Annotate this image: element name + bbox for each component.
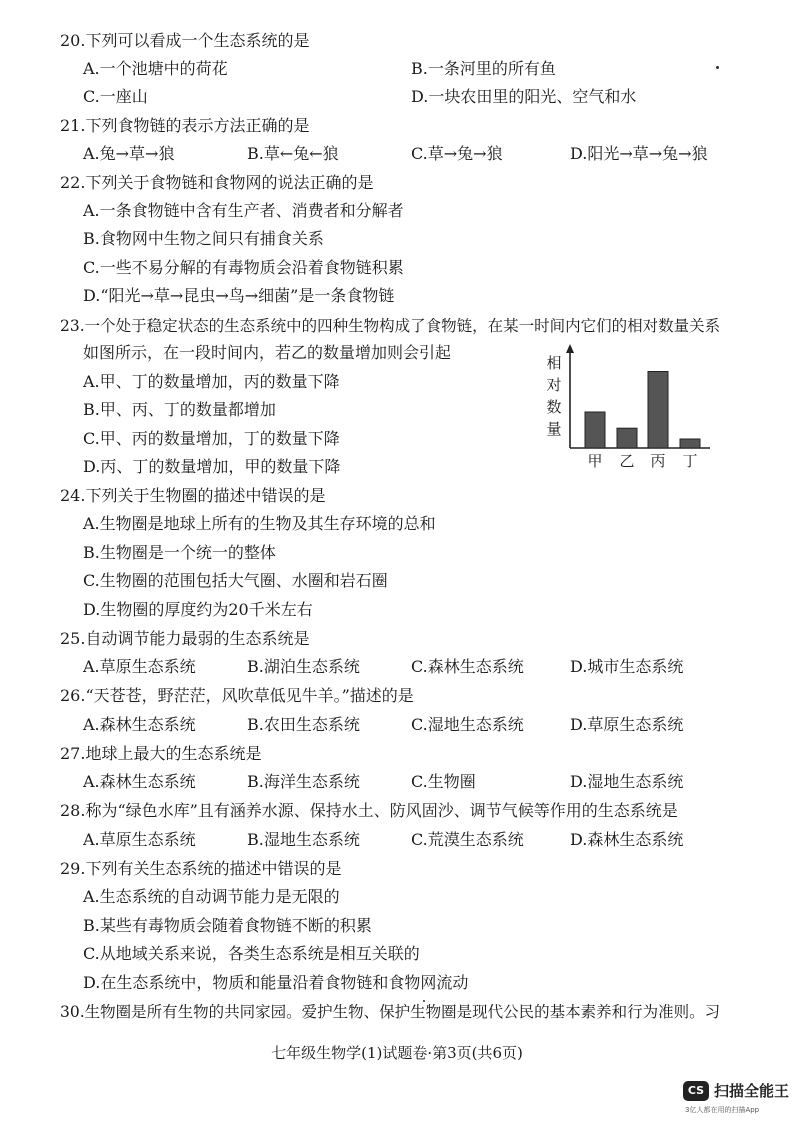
question-28-option-a: A.草原生态系统: [83, 830, 196, 849]
question-20-stem: 20.下列可以看成一个生态系统的是: [60, 31, 310, 50]
question-23-option-c: C.甲、丙的数量增加，丁的数量下降: [83, 429, 340, 448]
question-29-option-c: C.从地域关系来说，各类生态系统是相互关联的: [83, 944, 420, 963]
question-28-option-d: D.森林生态系统: [570, 830, 684, 849]
question-26-option-a: A.森林生态系统: [83, 715, 196, 734]
question-22-option-c: C.一些不易分解的有毒物质会沿着食物链积累: [83, 258, 404, 277]
bar-2: [617, 428, 637, 448]
question-20-option-a: A.一个池塘中的荷花: [83, 59, 228, 78]
question-25-option-d: D.城市生态系统: [570, 657, 684, 676]
y-label-char-4: 量: [546, 420, 562, 438]
question-29-option-d: D.在生态系统中，物质和能量沿着食物链和食物网流动: [83, 973, 469, 992]
question-24-option-b: B.生物圈是一个统一的整体: [83, 543, 276, 562]
question-23-option-a: A.甲、丁的数量增加，丙的数量下降: [83, 372, 340, 391]
question-24-stem: 24.下列关于生物圈的描述中错误的是: [60, 486, 326, 505]
question-26-stem: 26.“天苍苍，野茫茫，风吹草低见牛羊。”描述的是: [60, 686, 414, 705]
question-23-option-d: D.丙、丁的数量增加，甲的数量下降: [83, 457, 341, 476]
scanner-logo-name: 扫描全能王: [714, 1082, 790, 1100]
question-25-option-c: C.森林生态系统: [411, 657, 524, 676]
question-29-option-a: A.生态系统的自动调节能力是无限的: [83, 887, 340, 906]
scanner-logo-badge: CS: [683, 1081, 709, 1101]
question-27-option-c: C.生物圈: [411, 772, 476, 791]
question-22-stem: 22.下列关于食物链和食物网的说法正确的是: [60, 173, 374, 192]
question-21-option-a: A.兔→草→狼: [83, 144, 175, 163]
question-23-stem: 23.一个处于稳定状态的生态系统中的四种生物构成了食物链，在某一时间内它们的相对数量关系: [60, 317, 721, 335]
question-22-option-d: D.“阳光→草→昆虫→鸟→细菌”是一条食物链: [83, 286, 395, 305]
question-21-stem: 21.下列食物链的表示方法正确的是: [60, 116, 310, 135]
question-30-stem: 30.生物圈是所有生物的共同家园。爱护生物、保护生物圈是现代公民的基本素养和行为准则。习: [60, 1003, 721, 1021]
y-axis-arrow: [566, 344, 574, 353]
question-23-stem-continued: 如图所示，在一段时间内，若乙的数量增加则会引起: [83, 343, 452, 362]
y-label-char-3: 数: [546, 398, 562, 416]
question-23-option-b: B.甲、丙、丁的数量都增加: [83, 400, 276, 419]
category-label-2: 乙: [619, 452, 635, 470]
bar-4: [680, 439, 700, 448]
y-label-char-2: 对: [546, 376, 562, 394]
question-24-option-a: A.生物圈是地球上所有的生物及其生存环境的总和: [83, 514, 436, 533]
question-28-option-c: C.荒漠生态系统: [411, 830, 524, 849]
question-24-option-c: C.生物圈的范围包括大气圈、水圈和岩石圈: [83, 571, 388, 590]
question-22-option-b: B.食物网中生物之间只有捕食关系: [83, 229, 324, 248]
question-27-stem: 27.地球上最大的生态系统是: [60, 744, 262, 763]
question-26-option-b: B.农田生态系统: [247, 715, 360, 734]
question-27-option-b: B.海洋生态系统: [247, 772, 360, 791]
category-label-1: 甲: [587, 452, 603, 470]
question-20-option-d: D.一块农田里的阳光、空气和水: [411, 87, 637, 106]
question-28-option-b: B.湿地生态系统: [247, 830, 360, 849]
scan-speck: [423, 1000, 425, 1002]
question-22-option-a: A.一条食物链中含有生产者、消费者和分解者: [83, 201, 404, 220]
question-21-option-c: C.草→兔→狼: [411, 144, 503, 163]
bar-3: [648, 372, 668, 449]
y-axis-label: [546, 354, 561, 438]
question-24-option-d: D.生物圈的厚度约为20千米左右: [83, 600, 313, 619]
question-28-stem: 28.称为“绿色水库”且有涵养水源、保持水土、防风固沙、调节气候等作用的生态系统是: [60, 801, 678, 820]
question-21-option-b: B.草←兔←狼: [247, 144, 339, 163]
scanner-watermark-logo: [683, 1077, 793, 1119]
question-29-option-b: B.某些有毒物质会随着食物链不断的积累: [83, 916, 372, 935]
category-label-4: 丁: [682, 452, 698, 470]
category-label-3: 丙: [650, 452, 666, 470]
page-footer: 七年级生物学(1)试题卷·第3页(共6页): [271, 1044, 523, 1062]
question-21-option-d: D.阳光→草→兔→狼: [570, 144, 708, 163]
scan-speck: [716, 66, 719, 69]
question-25-stem: 25.自动调节能力最弱的生态系统是: [60, 629, 310, 648]
question-25-option-b: B.湖泊生态系统: [247, 657, 360, 676]
question-26-option-c: C.湿地生态系统: [411, 715, 524, 734]
question-20-option-b: B.一条河里的所有鱼: [411, 59, 556, 78]
question-27-option-d: D.湿地生态系统: [570, 772, 684, 791]
y-label-char-1: 相: [546, 354, 562, 372]
question-25-option-a: A.草原生态系统: [83, 657, 196, 676]
bar-1: [585, 412, 605, 448]
question-27-option-a: A.森林生态系统: [83, 772, 196, 791]
relative-quantity-bar-chart: [538, 340, 718, 475]
question-20-option-c: C.一座山: [83, 87, 148, 106]
question-29-stem: 29.下列有关生态系统的描述中错误的是: [60, 859, 342, 878]
scanner-logo-tagline: 3亿人都在用的扫描App: [685, 1106, 760, 1114]
question-26-option-d: D.草原生态系统: [570, 715, 684, 734]
